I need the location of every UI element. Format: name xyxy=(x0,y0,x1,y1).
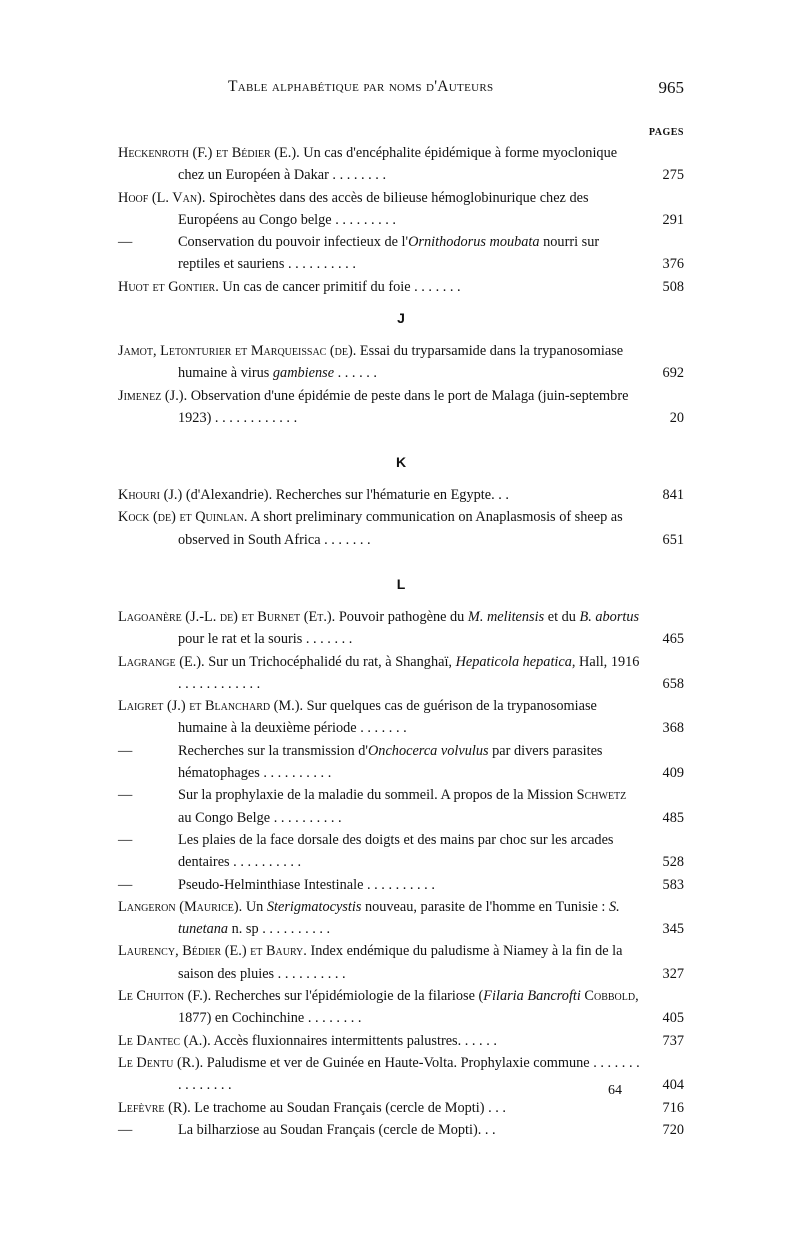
ditto-dash: — xyxy=(118,831,133,848)
entry-page: 376 xyxy=(662,256,684,273)
entry-title: Observation d'une épidémie de peste dans le port de Malaga (juin-septembre 1923) xyxy=(178,387,629,426)
entry-author: Huot et Gontier. xyxy=(118,278,219,295)
entry-author: Le Chuiton (F.). xyxy=(118,988,212,1005)
index-entry: Hoof (L. Van). Spirochètes dans des accès de bilieuse hémoglobinurique chez des Européens au Congo belge . . . . . . . . . 291 xyxy=(118,187,684,232)
index-entry: Jimenez (J.). Observation d'une épidémie de peste dans le port de Malaga (juin-septembre 1923) . . . . . . . . . . . . 20 xyxy=(118,385,684,430)
entry-title: Conservation du pouvoir infectieux de l' xyxy=(178,234,409,251)
index-entry: — Les plaies de la face dorsale des doigts et des mains par choc sur les arcades dentaires . . . . . . . . . . 528 xyxy=(118,829,684,874)
index-entry: Khouri (J.) (d'Alexandrie). Recherches sur l'hématurie en Egypte. . . 841 xyxy=(118,484,684,506)
entry-page: 404 xyxy=(662,1077,684,1094)
section-h xyxy=(118,142,684,298)
entry-title: Paludisme et ver de Guinée en Haute-Volta. Prophylaxie commune xyxy=(206,1054,590,1071)
entry-title-end: pour le rat et la souris xyxy=(178,631,303,648)
entry-page: 737 xyxy=(662,1032,684,1049)
section-j xyxy=(118,340,684,429)
ditto-dash: — xyxy=(118,787,133,804)
entry-author: Le Dantec (A.). xyxy=(118,1032,211,1049)
entry-page: 658 xyxy=(662,675,684,692)
entry-title-end: nourri sur reptiles et sauriens xyxy=(178,234,600,273)
index-entry: Lagrange (E.). Sur un Trichocéphalidé du rat, à Shanghaï, Hepaticola hepatica, Hall, 1916 . . . . . . . . . . . . 658 xyxy=(118,651,684,696)
index-entry: — La bilharziose au Soudan Français (cercle de Mopti). . . 720 xyxy=(118,1119,684,1141)
entry-title: Un cas de cancer primitif du foie xyxy=(222,278,411,295)
entry-title: Un xyxy=(245,898,267,915)
entry-title-end: , Hall, 1916 xyxy=(571,653,640,670)
index-entry: — Sur la prophylaxie de la maladie du sommeil. A propos de la Mission Schwetz au Congo Belge . . . . . . . . . . 485 xyxy=(118,784,684,829)
index-entry: Laigret (J.) et Blanchard (M.). Sur quelques cas de guérison de la trypanosomiase humaine à la deuxième période . . . . . . . 368 xyxy=(118,695,684,740)
entry-title-mid: et du xyxy=(544,609,580,625)
entry-title: Les plaies de la face dorsale des doigts et des mains par choc sur les arcades dentaires xyxy=(178,831,614,871)
entry-page: 528 xyxy=(662,854,684,871)
entry-page: 692 xyxy=(662,365,684,382)
entry-title: (d'Alexandrie). Recherches sur l'hématurie en Egypte xyxy=(185,487,492,503)
entry-page: 275 xyxy=(662,167,684,184)
index-entry: Le Chuiton (F.). Recherches sur l'épidémiologie de la filariose (Filaria Bancrofti Cobbold, 1877) en Cochinchine . . . . . . . . 405 xyxy=(118,985,684,1030)
entry-title-italic: Filaria Bancrofti xyxy=(483,988,581,1005)
ditto-dash: — xyxy=(118,1121,133,1138)
entry-title: Sur la prophylaxie de la maladie du sommeil. A propos de la Mission xyxy=(178,787,577,804)
index-entry: Kock (de) et Quinlan. A short preliminary communication on Anaplasmosis of sheep as observed in South Africa . . . . . . . 651 xyxy=(118,506,684,551)
entry-page: 20 xyxy=(669,409,684,426)
entry-title-end: , 1877) en Cochinchine xyxy=(178,988,639,1027)
entry-page: 720 xyxy=(662,1121,684,1138)
entry-title: La bilharziose au Soudan Français (cercle de Mopti) xyxy=(178,1121,478,1138)
entry-author: Langeron (Maurice). xyxy=(118,898,243,915)
section-k xyxy=(118,484,684,551)
entry-title-italic: Hepaticola hepatica xyxy=(455,653,572,670)
entry-title: Recherches sur l'épidémiologie de la filariose ( xyxy=(214,988,484,1005)
entry-author: Heckenroth (F.) et Bédier (E.). xyxy=(118,145,300,161)
index-entry: — Pseudo-Helminthiase Intestinale . . . . . . . . . . 583 xyxy=(118,874,684,896)
entry-author: Jimenez (J.). xyxy=(118,387,188,404)
entry-title: Essai du tryparsamide dans la trypanosomiase humaine à virus xyxy=(178,343,624,382)
index-entry: Heckenroth (F.) et Bédier (E.). Un cas d'encéphalite épidémique à forme myoclonique chez un Européen à Dakar . . . . . . . . 275 xyxy=(118,142,684,187)
entry-page: 409 xyxy=(662,765,684,782)
running-head xyxy=(118,78,684,102)
entry-page: 327 xyxy=(662,965,684,982)
letter-heading-k: K xyxy=(395,454,407,470)
ditto-dash: — xyxy=(118,876,133,893)
entry-title: Sur quelques cas de guérison de la trypanosomiase humaine à la deuxième période xyxy=(178,698,597,737)
entry-title-italic: Sterigmatocystis xyxy=(266,898,362,915)
entry-author: Lagrange (E.). xyxy=(118,653,205,670)
entry-page: 508 xyxy=(662,278,684,295)
entry-title: Spirochètes dans des accès de bilieuse hémoglobinurique chez des Européens au Congo belge xyxy=(178,189,589,228)
index-entry: — Recherches sur la transmission d'Onchocerca volvulus par divers parasites hématophages . . . . . . . . . . 409 xyxy=(118,740,684,785)
entry-page: 345 xyxy=(662,921,684,938)
letter-heading-l: L xyxy=(396,576,406,592)
letter-heading-j: J xyxy=(397,310,405,326)
entry-page: 465 xyxy=(662,631,684,648)
entry-page: 405 xyxy=(662,1010,684,1027)
index-entry: Laurency, Bédier (E.) et Baury. Index endémique du paludisme à Niamey à la fin de la saison des pluies . . . . . . . . . . 327 xyxy=(118,940,684,985)
entry-title-smallcaps: Cobbold xyxy=(580,988,636,1005)
ditto-dash: — xyxy=(118,234,133,251)
entry-title: Pseudo-Helminthiase Intestinale xyxy=(178,876,364,893)
index-entry: — Conservation du pouvoir infectieux de l'Ornithodorus moubata nourri sur reptiles et sauriens . . . . . . . . . . 376 xyxy=(118,231,684,276)
entry-page: 651 xyxy=(662,531,684,548)
entry-page: 291 xyxy=(662,211,684,228)
entry-title: Sur un Trichocéphalidé du rat, à Shanghaï, xyxy=(208,653,456,670)
index-entry: Huot et Gontier. Un cas de cancer primitif du foie . . . . . . . 508 xyxy=(118,276,684,298)
entry-title: Recherches sur la transmission d' xyxy=(178,742,368,759)
entry-title-italic: Ornithodorus moubata xyxy=(408,234,540,251)
entry-title-italic-2: B. abortus xyxy=(579,609,640,625)
entry-title-italic: gambiense xyxy=(272,365,335,382)
entry-title: Un cas d'encéphalite épidémique à forme myoclonique chez un Européen à Dakar xyxy=(178,145,618,184)
index-entry: Le Dentu (R.). Paludisme et ver de Guinée en Haute-Volta. Prophylaxie commune . . . . . . . . . . . . . . . 404 xyxy=(118,1052,684,1097)
entry-title: Le trachome au Soudan Français (cercle de Mopti) xyxy=(194,1099,485,1116)
entry-page: 485 xyxy=(662,809,684,826)
entry-title-italic: M. melitensis xyxy=(467,609,545,625)
entry-page: 583 xyxy=(662,876,684,893)
entry-page: 841 xyxy=(662,487,684,503)
entry-title-end: au Congo Belge xyxy=(178,809,271,826)
index-entry: Lagoanère (J.-L. de) et Burnet (Et.). Pouvoir pathogène du M. melitensis et du B. abortus pour le rat et la souris . . . . . . . 465 xyxy=(118,606,684,651)
entry-title-end: n. sp xyxy=(228,921,259,938)
entry-author: Jamot, Letonturier et Marqueissac (de). xyxy=(118,343,357,359)
page-number: 965 xyxy=(658,78,684,97)
ditto-dash: — xyxy=(118,742,133,759)
entry-author: Khouri (J.) xyxy=(118,487,183,503)
index-entry: Le Dantec (A.). Accès fluxionnaires intermittents palustres. . . . . . 737 xyxy=(118,1030,684,1052)
entry-title: Pouvoir pathogène du xyxy=(338,609,468,625)
entry-title: Accès fluxionnaires intermittents palustres xyxy=(213,1032,458,1049)
entry-author: Laurency, Bédier (E.) et Baury. xyxy=(118,943,307,960)
index-entry: Jamot, Letonturier et Marqueissac (de). Essai du tryparsamide dans la trypanosomiase humaine à virus gambiense . . . . . . 692 xyxy=(118,340,684,385)
entry-author: Hoof (L. Van). xyxy=(118,189,206,206)
entry-page: 368 xyxy=(662,720,684,737)
index-entry: Langeron (Maurice). Un Sterigmatocystis nouveau, parasite de l'homme en Tunisie : S. tunetana n. sp . . . . . . . . . . 345 xyxy=(118,896,684,941)
section-l xyxy=(118,606,684,1141)
entry-title-end: par divers parasites hématophages xyxy=(178,742,603,782)
entry-author: Lefèvre (R). xyxy=(118,1099,191,1116)
index-entry: Lefèvre (R). Le trachome au Soudan Français (cercle de Mopti) . . . 716 xyxy=(118,1097,684,1119)
running-title: Table alphabétique par noms d'Auteurs xyxy=(228,78,494,95)
entry-title-smallcaps: Schwetz xyxy=(576,787,627,804)
entry-title-italic-2: S. tunetana xyxy=(178,898,620,938)
entry-title-mid: nouveau, parasite de l'homme en Tunisie : xyxy=(361,898,609,915)
pages-column-label: PAGES xyxy=(648,127,684,138)
entry-author: Kock (de) et Quinlan. xyxy=(118,509,248,526)
signature-mark: 64 xyxy=(608,1083,622,1098)
entry-author: Le Dentu (R.). xyxy=(118,1054,204,1071)
entry-title: A short preliminary communication on Anaplasmosis of sheep as observed in South Africa xyxy=(178,509,623,548)
entry-title-italic: Onchocerca volvulus xyxy=(367,742,489,759)
entry-page: 716 xyxy=(662,1099,684,1116)
entry-author: Laigret (J.) et Blanchard (M.). xyxy=(118,698,304,715)
entry-title: Index endémique du paludisme à Niamey à la fin de la saison des pluies xyxy=(178,943,623,982)
entry-author: Lagoanère (J.-L. de) et Burnet (Et.). xyxy=(118,609,336,625)
